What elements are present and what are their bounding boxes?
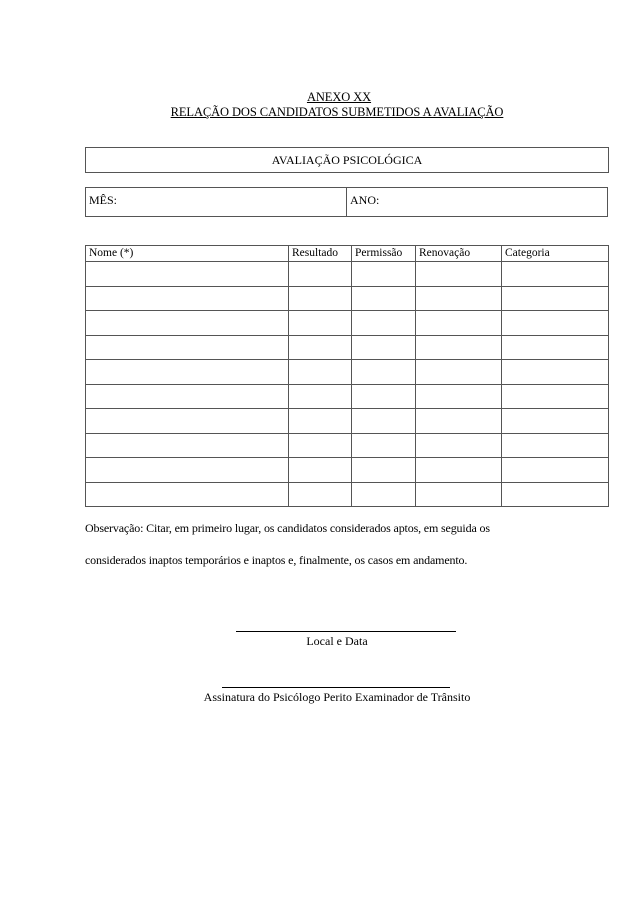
permission-cell[interactable] xyxy=(352,311,416,336)
result-cell[interactable] xyxy=(289,360,352,385)
table-row xyxy=(86,384,609,409)
column-header-renewal: Renovação xyxy=(416,246,502,262)
name-cell[interactable] xyxy=(86,262,289,287)
result-cell[interactable] xyxy=(289,286,352,311)
result-cell[interactable] xyxy=(289,482,352,507)
table-body xyxy=(86,262,609,507)
renewal-cell[interactable] xyxy=(416,384,502,409)
table-row xyxy=(86,433,609,458)
renewal-cell[interactable] xyxy=(416,335,502,360)
column-header-permission: Permissão xyxy=(352,246,416,262)
permission-cell[interactable] xyxy=(352,286,416,311)
name-cell[interactable] xyxy=(86,311,289,336)
result-cell[interactable] xyxy=(289,433,352,458)
candidates-table xyxy=(85,245,609,507)
period-box xyxy=(85,187,608,217)
category-cell[interactable] xyxy=(502,286,609,311)
column-header-category: Categoria xyxy=(502,246,609,262)
table-row xyxy=(86,360,609,385)
table-row xyxy=(86,311,609,336)
table-row xyxy=(86,262,609,287)
column-header-name: Nome (*) xyxy=(86,246,289,262)
result-cell[interactable] xyxy=(289,384,352,409)
name-cell[interactable] xyxy=(86,286,289,311)
permission-cell[interactable] xyxy=(352,360,416,385)
year-label: ANO: xyxy=(350,193,380,207)
name-cell[interactable] xyxy=(86,458,289,483)
table-row xyxy=(86,458,609,483)
renewal-cell[interactable] xyxy=(416,409,502,434)
annex-title: ANEXO XX xyxy=(306,90,372,104)
name-cell[interactable] xyxy=(86,433,289,458)
column-header-result: Resultado xyxy=(289,246,352,262)
result-cell[interactable] xyxy=(289,409,352,434)
renewal-cell[interactable] xyxy=(416,286,502,311)
name-cell[interactable] xyxy=(86,384,289,409)
section-title: AVALIAÇÃO PSICOLÓGICA xyxy=(271,153,423,167)
category-cell[interactable] xyxy=(502,458,609,483)
category-cell[interactable] xyxy=(502,384,609,409)
month-field[interactable] xyxy=(86,188,347,216)
name-cell[interactable] xyxy=(86,360,289,385)
permission-cell[interactable] xyxy=(352,409,416,434)
psychologist-signature-label: Assinatura do Psicólogo Perito Examinador de Trânsito xyxy=(203,690,471,704)
category-cell[interactable] xyxy=(502,335,609,360)
place-date-label: Local e Data xyxy=(306,634,368,648)
renewal-cell[interactable] xyxy=(416,311,502,336)
permission-cell[interactable] xyxy=(352,335,416,360)
renewal-cell[interactable] xyxy=(416,262,502,287)
permission-cell[interactable] xyxy=(352,482,416,507)
category-cell[interactable] xyxy=(502,482,609,507)
name-cell[interactable] xyxy=(86,409,289,434)
category-cell[interactable] xyxy=(502,433,609,458)
table-header-row xyxy=(86,246,609,262)
renewal-cell[interactable] xyxy=(416,482,502,507)
document-subtitle: RELAÇÃO DOS CANDIDATOS SUBMETIDOS A AVALIAÇÃO xyxy=(170,105,504,119)
result-cell[interactable] xyxy=(289,458,352,483)
table-row xyxy=(86,286,609,311)
permission-cell[interactable] xyxy=(352,262,416,287)
psychologist-signature-line[interactable] xyxy=(222,687,450,688)
renewal-cell[interactable] xyxy=(416,433,502,458)
table-row xyxy=(86,335,609,360)
category-cell[interactable] xyxy=(502,409,609,434)
year-field[interactable] xyxy=(347,188,607,216)
renewal-cell[interactable] xyxy=(416,458,502,483)
name-cell[interactable] xyxy=(86,335,289,360)
permission-cell[interactable] xyxy=(352,384,416,409)
name-cell[interactable] xyxy=(86,482,289,507)
category-cell[interactable] xyxy=(502,360,609,385)
section-title-box xyxy=(85,147,609,173)
category-cell[interactable] xyxy=(502,311,609,336)
result-cell[interactable] xyxy=(289,335,352,360)
month-label: MÊS: xyxy=(89,193,118,207)
result-cell[interactable] xyxy=(289,311,352,336)
permission-cell[interactable] xyxy=(352,458,416,483)
renewal-cell[interactable] xyxy=(416,360,502,385)
table-row xyxy=(86,409,609,434)
result-cell[interactable] xyxy=(289,262,352,287)
category-cell[interactable] xyxy=(502,262,609,287)
observation-line-1: Observação: Citar, em primeiro lugar, os candidatos considerados aptos, em seguida os xyxy=(85,521,490,535)
observation-line-2: considerados inaptos temporários e inaptos e, finalmente, os casos em andamento. xyxy=(85,553,468,567)
place-date-signature-line[interactable] xyxy=(236,631,456,632)
table-row xyxy=(86,482,609,507)
permission-cell[interactable] xyxy=(352,433,416,458)
